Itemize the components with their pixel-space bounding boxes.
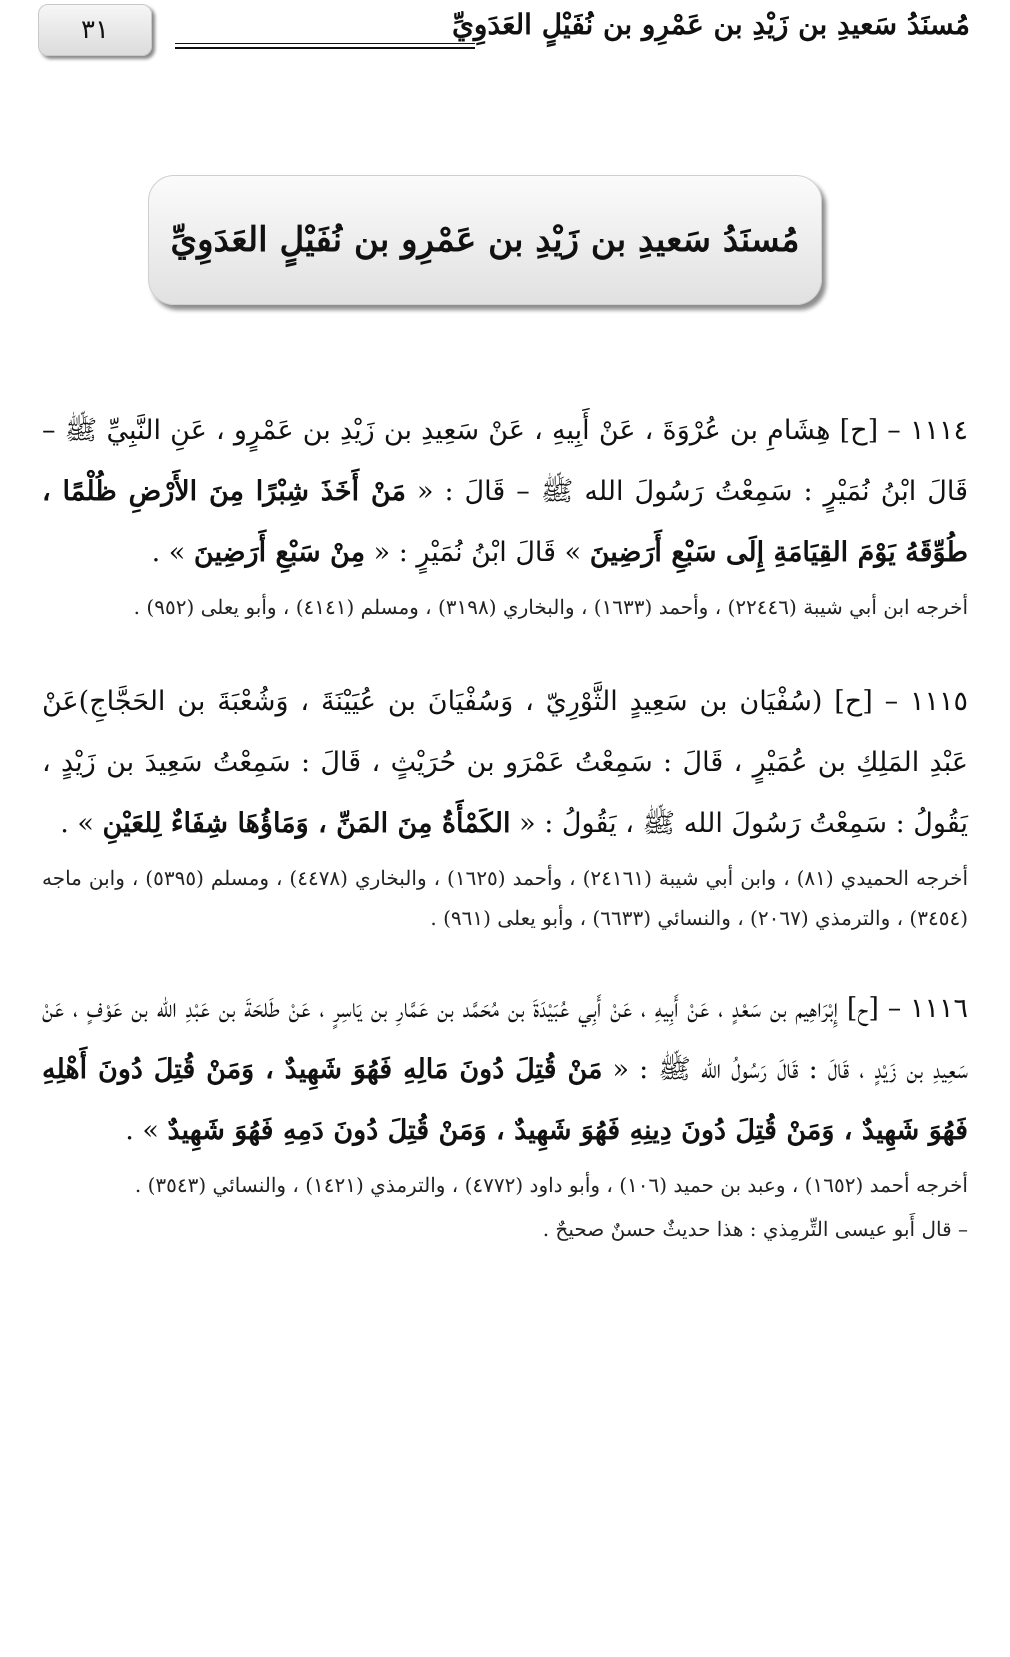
hadith-isnad: (سُفْيَان بن سَعِيدٍ الثَّوْرِيّ ، وَسُفْيَانَ بن عُيَيْنَةَ ، وَشُعْبَةَ بن الحَجَّاجِ)عَنْ عَبْدِ المَلِكِ بن عُمَيْرٍ ، قَالَ : سَمِعْتُ عَمْرَو بن حُرَيْثٍ ، قَالَ : سَمِعْتُ سَعِيدَ بن زَيْدٍ ، يَقُولُ : سَمِعْتُ رَسُولَ الله ﷺ ، يَقُولُ : «: [42, 686, 968, 839]
page-number: ٣١: [81, 15, 109, 45]
hadith-matn: مَنْ قُتِلَ دُونَ مَالِهِ فَهُوَ شَهِيدٌ ، وَمَنْ قُتِلَ دُونَ أَهْلِهِ فَهُوَ شَهِيدٌ ، وَمَنْ قُتِلَ دُونَ دِينِهِ فَهُوَ شَهِيدٌ ، وَمَنْ قُتِلَ دُونَ دَمِهِ فَهُوَ شَهِيدٌ: [42, 1054, 968, 1146]
running-header-title: مُسنَدُ سَعيدِ بن زَيْدِ بن عَمْرِو بن نُفَيْلٍ العَدَوِيِّ: [452, 8, 970, 41]
takhrij-1114: أخرجه ابن أبي شيبة (٢٢٤٤٦) ، وأحمد (١٦٣٣) ، والبخاري (٣١٩٨) ، ومسلم (٤١٤١) ، وأبو يعلى (٩٥٢) .: [133, 595, 968, 619]
hadith-matn-variant: مِنْ سَبْعِ أَرَضِينَ: [193, 537, 366, 568]
hadith-1115: [42, 671, 968, 854]
chapter-title-card: [148, 175, 822, 305]
hadith-end: » .: [125, 1115, 168, 1146]
page-content: [42, 400, 968, 1249]
page-number-badge: [38, 4, 152, 56]
hadith-isnad: هِشَامِ بن عُرْوَةَ ، عَنْ أَبِيهِ ، عَنْ سَعِيدِ بن زَيْدِ بن عَمْرٍو ، عَنِ النَّبِيِّ ﷺ – قَالَ ابْنُ نُمَيْرٍ : سَمِعْتُ رَسُولَ الله ﷺ – قَالَ : «: [42, 415, 968, 507]
hadith-middle: » قَالَ ابْنُ نُمَيْرٍ : «: [365, 537, 590, 568]
tirmidhi-grading-note: – قال أَبو عيسى التِّرمِذي : هذا حديثٌ حسنٌ صحيحٌ .: [542, 1217, 968, 1241]
hadith-number: ١١١٦ – [ح]: [846, 993, 969, 1024]
takhrij-1116: أخرجه أحمد (١٦٥٢) ، وعبد بن حميد (١٠٦) ، وأبو داود (٤٧٧٢) ، والترمذي (١٤٢١) ، والنسائي (٣٥٤٣) .: [134, 1173, 968, 1197]
spacer: [42, 627, 968, 671]
takhrij-1115: أخرجه الحميدي (٨١) ، وابن أبي شيبة (٢٤١٦١) ، وأحمد (١٦٢٥) ، والبخاري (٤٤٧٨) ، ومسلم (٥٣٩٥) ، وابن ماجه (٣٤٥٤) ، والترمذي (٢٠٦٧) ، والنسائي (٦٦٣٣) ، وأبو يعلى (٩٦١) .: [42, 866, 969, 930]
hadith-1114: [42, 400, 968, 583]
hadith-matn: الكَمْأَةُ مِنَ المَنِّ ، وَمَاؤُهَا شِفَاءٌ لِلعَيْنِ: [102, 808, 511, 839]
hadith-isnad: إِبْرَاهِيم بن سَعْدٍ ، عَنْ أَبِيهِ ، عَنْ أَبِي عُبَيْدَةَ بن مُحَمَّد بن عَمَّارِ بن يَاسِرٍ ، عَنْ طَلحَةَ بن عَبْدِ الله بن عَوْفٍ ، عَنْ سَعِيدِ بن زَيْدٍ ، قَالَ : قَالَ رَسُولُ الله ﷺ : «: [42, 993, 968, 1085]
running-header: [0, 0, 1010, 70]
hadith-end: » .: [151, 537, 194, 568]
header-rule: [175, 43, 475, 49]
hadith-number: ١١١٥ – [ح]: [834, 686, 968, 717]
spacer: [42, 938, 968, 978]
hadith-matn: مَنْ أَخَذَ شِبْرًا مِنَ الأَرْضِ ظُلْمًا ، طُوِّقَهُ يَوْمَ القِيَامَةِ إِلَى سَبْعِ أَرَضِينَ: [42, 476, 968, 568]
hadith-number: ١١١٤ – [ح]: [839, 415, 968, 446]
chapter-title: مُسنَدُ سَعيدِ بن زَيْدِ بن عَمْرِو بن نُفَيْلٍ العَدَوِيِّ: [170, 220, 800, 260]
hadith-1116: [42, 978, 968, 1161]
hadith-end: » .: [60, 808, 103, 839]
